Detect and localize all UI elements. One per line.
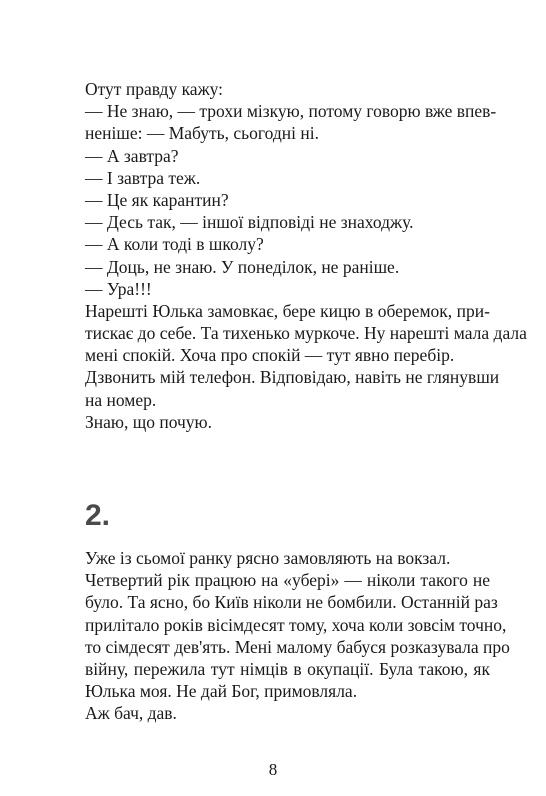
page-number: 8	[268, 760, 278, 779]
paragraph	[85, 411, 490, 433]
text-line: Знаю, що почую.	[85, 411, 212, 432]
paragraph	[85, 233, 490, 255]
text-line: тискає до себе. Та тихенько муркоче. Ну нарешті мала дала	[85, 323, 527, 344]
text-line: Уже із сьомої ранку рясно замовляють на вокзал.	[85, 548, 451, 568]
text-line: — Це як карантин?	[85, 189, 229, 210]
paragraph	[85, 300, 527, 367]
text-line: то сімдесят дев'ять. Мені малому бабуся розказувала про	[85, 636, 510, 657]
paragraph	[85, 78, 490, 100]
text-line: було. Та ясно, бо Київ ніколи не бомбили. Останній раз	[85, 592, 498, 613]
text-line: на номер.	[85, 389, 157, 410]
text-line: — Ура!!!	[85, 278, 152, 299]
paragraph	[85, 256, 490, 278]
paragraph	[85, 189, 490, 211]
text-section-1	[85, 78, 527, 433]
text-line: — А коли тоді в школу?	[85, 234, 264, 255]
paragraph	[85, 569, 510, 702]
paragraph	[85, 211, 490, 233]
paragraph	[85, 278, 490, 300]
text-line: Нарешті Юлька замовкає, бере кицю в оберемок, при-	[85, 300, 490, 321]
paragraph	[85, 547, 490, 569]
text-line: — Десь так, — іншої відповіді не знаходжу.	[85, 212, 414, 233]
text-line: Четвертий рік працюю на «убері» — ніколи такого не	[85, 570, 490, 591]
chapter-heading: 2.	[85, 499, 111, 532]
text-line: війну, пережила тут німців в окупації. Була такою, як	[85, 658, 490, 679]
paragraph	[85, 702, 490, 724]
text-line: Юлька моя. Не дай Бог, примовляла.	[85, 681, 358, 702]
text-line: прилітало років вісімдесят тому, хоча коли зовсім точно,	[85, 614, 507, 635]
text-line: неніше: — Мабуть, сьогодні ні.	[85, 123, 320, 144]
text-line: Дзвонить мій телефон. Відповідаю, навіть не глянувши	[85, 367, 500, 388]
text-line: — А завтра?	[85, 145, 179, 166]
paragraph	[85, 145, 490, 167]
paragraph	[85, 366, 500, 410]
paragraph	[85, 167, 490, 189]
text-line: — І завтра теж.	[85, 167, 201, 188]
paragraph	[85, 100, 497, 144]
text-section-2	[85, 547, 510, 725]
text-line: — Не знаю, — трохи мізкую, потому говорю вже впев-	[85, 101, 497, 122]
text-line: Отут правду кажу:	[85, 79, 224, 99]
text-line: мені спокій. Хоча про спокій — тут явно перебір.	[85, 345, 455, 366]
text-line: — Доць, не знаю. У понеділок, не раніше.	[85, 256, 400, 277]
text-line: Аж бач, дав.	[85, 703, 177, 724]
